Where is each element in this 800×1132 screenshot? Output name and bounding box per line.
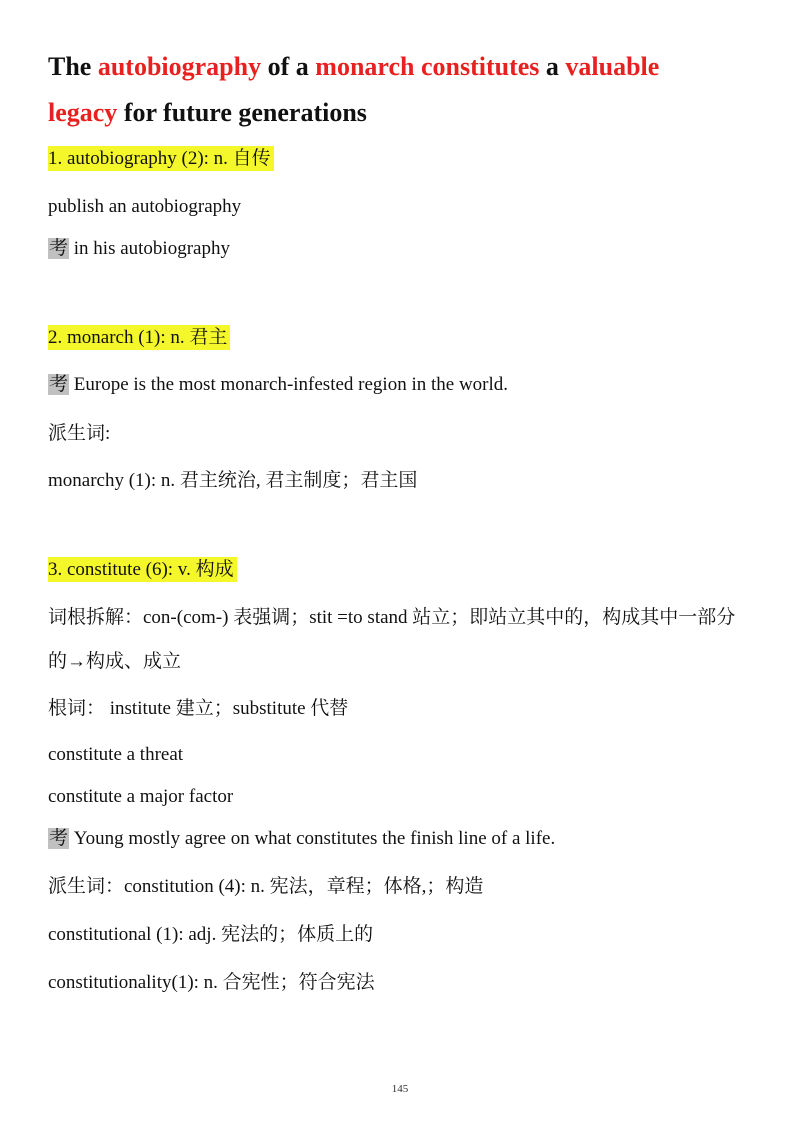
entry-1-phrase-1: publish an autobiography	[48, 196, 242, 217]
entry-3-root-words: 根词： institute 建立；substitute 代替	[48, 698, 349, 719]
entry-3-derivative-3: constitutionality(1): n. 合宪性；符合宪法	[48, 972, 375, 993]
entry-3-exam-line: 考 Young mostly agree on what constitutes the finish line of a life.	[49, 828, 556, 849]
page-title	[48, 44, 768, 136]
entry-3-phrase-2: constitute a major factor	[48, 786, 234, 807]
title-keyword-legacy: legacy	[48, 98, 118, 127]
entry-2-derivative-1: monarchy (1): n. 君主统治, 君主制度；君主国	[48, 470, 418, 491]
entry-2-heading: 2. monarch (1): n. 君主	[48, 325, 230, 351]
entry-1-heading: 1. autobiography (2): n. 自传	[48, 146, 274, 172]
entry-2-derivatives-label: 派生词:	[48, 423, 111, 444]
title-keyword-monarch-constitutes: monarch constitutes	[315, 52, 540, 81]
title-part: of a	[261, 52, 316, 81]
entry-3-derivative-1: 派生词：constitution (4): n. 宪法，章程；体格,；构造	[48, 876, 484, 897]
exam-marker: 考	[49, 374, 69, 395]
title-keyword-autobiography: autobiography	[97, 52, 262, 81]
title-part: for future generations	[117, 98, 367, 127]
exam-marker: 考	[49, 238, 69, 259]
entry-3-derivative-2: constitutional (1): adj. 宪法的；体质上的	[48, 924, 374, 945]
title-part: The	[48, 52, 98, 81]
title-part: a	[539, 52, 566, 81]
title-keyword-valuable: valuable	[565, 52, 660, 81]
entry-3-heading: 3. constitute (6): v. 构成	[48, 557, 237, 583]
page-number: 145	[391, 1083, 409, 1095]
exam-marker: 考	[49, 828, 69, 849]
entry-2-exam-line: 考 Europe is the most monarch-infested region in the world.	[49, 374, 509, 395]
entry-3-phrase-1: constitute a threat	[48, 744, 184, 765]
entry-3-root-breakdown: 词根拆解：con-(com-) 表强调；stit =to stand 站立；即站立其中的，构成其中一部分的→构成、成立	[48, 607, 736, 672]
entry-1-exam-line: 考 in his autobiography	[49, 238, 230, 259]
